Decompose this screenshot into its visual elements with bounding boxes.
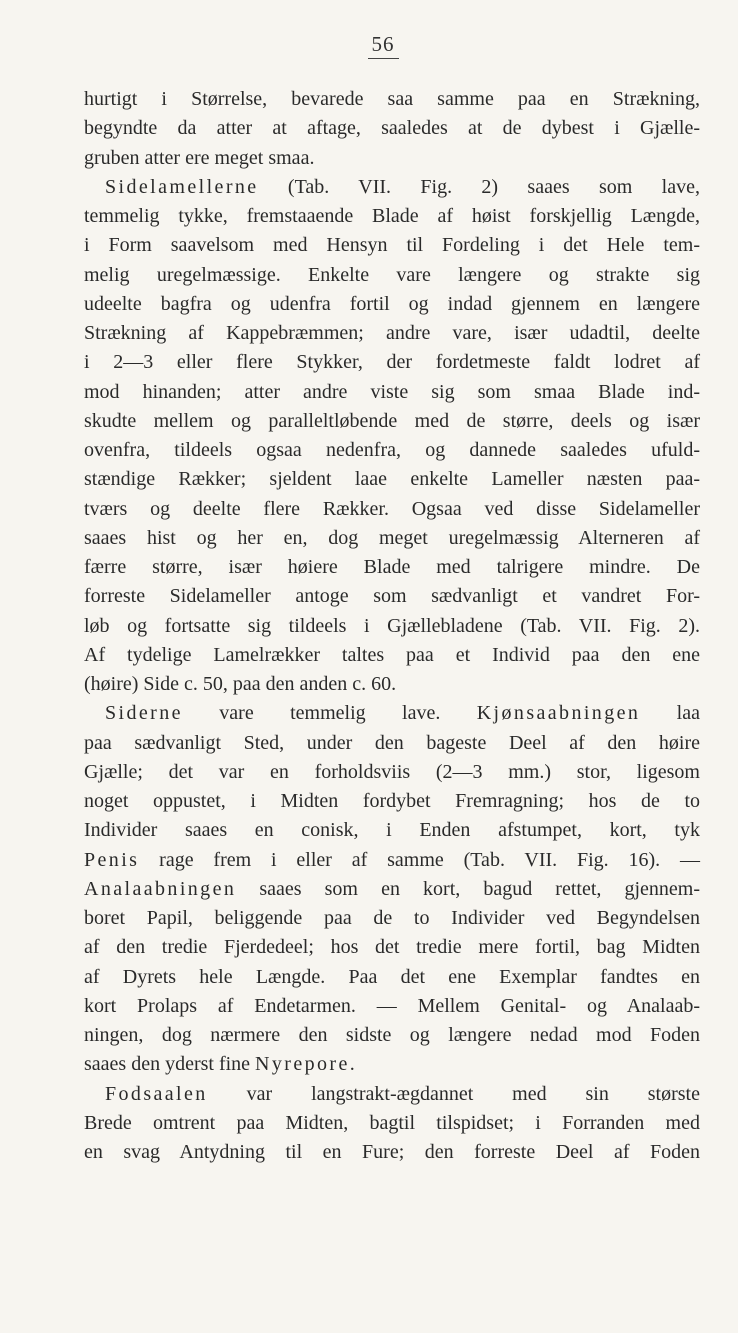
text-line-10: i 2—3 eller flere Stykker, der fordetmeste faldt lodret af <box>84 351 700 374</box>
spaced-term: Kjønsaabningen <box>476 702 641 725</box>
text-line-21: (høire) Side c. 50, paa den anden c. 60. <box>84 673 397 695</box>
text-line-26: Individer saaes en conisk, i Enden afstumpet, kort, tyk <box>84 819 700 842</box>
text-line-19: løb og fortsatte sig tildeels i Gjællebladene (Tab. VII. Fig. 2). <box>84 614 700 637</box>
page-header <box>348 32 418 59</box>
text-line-30: af den tredie Fjerdedeel; hos det tredie mere fortil, bag Midten <box>84 936 700 959</box>
text-line-35: Fodsaalen var langstrakt-ægdannet med sin største <box>105 1082 700 1105</box>
spaced-term: Fodsaalen <box>105 1082 208 1105</box>
text-line-8: udeelte bagfra og udenfra fortil og indad gjennem en længere <box>84 292 700 315</box>
text-line-3: gruben atter ere meget smaa. <box>84 146 315 169</box>
page-number: 56 <box>368 32 399 59</box>
text-line-18: forreste Sidelameller antoge som sædvanligt et vandret For- <box>84 585 700 608</box>
text-line-5: temmelig tykke, fremstaaende Blade af høist forskjellig Længde, <box>84 205 700 227</box>
text-line-17: færre større, især høiere Blade med talrigere mindre. De <box>84 556 700 578</box>
text-line-36: Brede omtrent paa Midten, bagtil tilspidset; i Forranden med <box>84 1111 700 1134</box>
text-line-20: Af tydelige Lamelrækker taltes paa et Individ paa den ene <box>84 643 700 666</box>
body-text <box>84 85 700 1167</box>
text-line-12: skudte mellem og paralleltløbende med de større, deels og især <box>84 409 700 432</box>
text-line-1: hurtigt i Størrelse, bevarede saa samme paa en Strækning, <box>84 88 700 110</box>
spaced-term: Sidelamellerne <box>105 175 259 198</box>
text-line-14: stændige Rækker; sjeldent laae enkelte Lameller næsten paa- <box>84 468 700 491</box>
text-line-31: af Dyrets hele Længde. Paa det ene Exemplar fandtes en <box>84 965 700 988</box>
text-line-16: saaes hist og her en, dog meget uregelmæssig Alterneren af <box>84 526 700 549</box>
text-line-15: tværs og deelte flere Rækker. Ogsaa ved disse Sidelameller <box>84 497 700 520</box>
text-line-24: Gjælle; det var en forholdsviis (2—3 mm.) stor, ligesom <box>84 760 700 783</box>
text-line-2: begyndte da atter at aftage, saaledes at de dybest i Gjælle- <box>84 117 700 140</box>
text-line-27: Penis rage frem i eller af samme (Tab. VII. Fig. 16). — <box>84 848 700 871</box>
spaced-term: Nyrepore <box>255 1053 350 1076</box>
spaced-term: Penis <box>84 848 140 871</box>
text-line-29: boret Papil, beliggende paa de to Individer ved Begyndelsen <box>84 907 700 929</box>
text-line-11: mod hinanden; atter andre viste sig som smaa Blade ind- <box>84 380 700 403</box>
text-line-25: noget oppustet, i Midten fordybet Fremragning; hos de to <box>84 790 700 812</box>
text-line-34: saaes den yderst fine Nyrepore. <box>84 1053 355 1076</box>
text-line-6: i Form saavelsom med Hensyn til Fordeling i det Hele tem- <box>84 234 700 257</box>
text-line-4: Sidelamellerne (Tab. VII. Fig. 2) saaes som lave, <box>105 175 700 198</box>
spaced-term: Analaabningen <box>84 877 237 900</box>
text-line-23: paa sædvanligt Sted, under den bageste Deel af den høire <box>84 731 700 754</box>
spaced-term: Siderne <box>105 702 183 725</box>
text-line-9: Strækning af Kappebræmmen; andre vare, især udadtil, deelte <box>84 322 700 344</box>
text-line-28: Analaabningen saaes som en kort, bagud rettet, gjennem- <box>84 877 700 900</box>
text-line-7: melig uregelmæssige. Enkelte vare længere og strakte sig <box>84 263 700 286</box>
text-line-13: ovenfra, tildeels ogsaa nedenfra, og dannede saaledes ufuld- <box>84 439 700 461</box>
text-line-32: kort Prolaps af Endetarmen. — Mellem Genital- og Analaab- <box>84 994 700 1017</box>
text-line-22: Siderne vare temmelig lave. Kjønsaabningen laa <box>105 702 700 725</box>
text-line-33: ningen, dog nærmere den sidste og længere nedad mod Foden <box>84 1024 700 1046</box>
text-line-37: en svag Antydning til en Fure; den forreste Deel af Foden <box>84 1141 700 1163</box>
